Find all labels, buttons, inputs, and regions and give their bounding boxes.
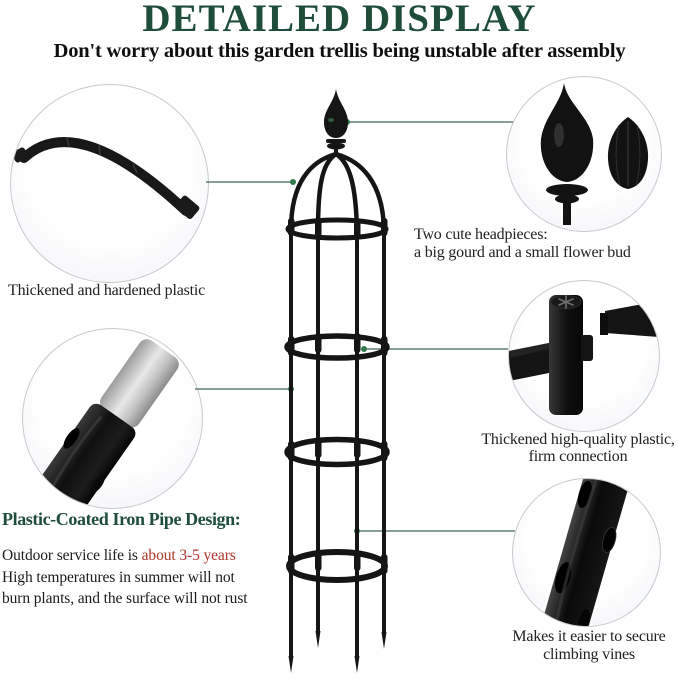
page-title: DETAILED DISPLAY [142, 0, 537, 40]
coated-pipe-photo [23, 329, 202, 508]
callout-lines [195, 122, 515, 531]
detail-bubble-curved-plastic [10, 84, 209, 283]
pipe-design-block [2, 509, 312, 610]
curved-plastic-bar-photo [11, 85, 208, 282]
pipe-design-sentence-prefix: Outdoor service life is [2, 547, 142, 564]
pipe-design-body [2, 545, 312, 610]
callout-dots [288, 119, 367, 534]
trellis-stake-tips [289, 631, 387, 673]
detail-bubble-vine-pipe [512, 478, 661, 627]
detail-bubble-connector [508, 280, 660, 432]
vine-grip-pipe-photo [513, 479, 660, 626]
finial-headpieces-photo [507, 77, 661, 231]
caption-headpieces [414, 226, 631, 261]
detail-bubble-coated-pipe [22, 328, 203, 509]
caption-connector [470, 431, 679, 465]
caption-vine-pipe-line1: Makes it easier to secure [512, 628, 666, 645]
caption-headpieces-line2: a big gourd and a small flower bud [414, 243, 631, 261]
page-subtitle: Don't worry about this garden trellis being unstable after assembly [53, 40, 626, 62]
trellis-dome [291, 154, 384, 231]
detail-bubble-headpieces [506, 76, 662, 232]
caption-curved-plastic [8, 282, 205, 300]
caption-vine-pipe-line2: climbing vines [543, 646, 635, 663]
caption-curved-plastic-text: Thickened and hardened plastic [8, 282, 206, 299]
pipe-design-line2: High temperatures in summer will not [2, 568, 235, 586]
connector-joint-photo [509, 281, 659, 431]
pipe-design-line3: burn plants, and the surface will not rust [2, 590, 248, 607]
pipe-design-sentence-highlight: about 3-5 years [141, 547, 236, 564]
trellis-finial [324, 89, 348, 156]
caption-connector-line1: Thickened high-quality plastic, [481, 431, 675, 448]
caption-connector-line2: firm connection [528, 448, 628, 465]
caption-headpieces-line1: Two cute headpieces: [414, 226, 548, 243]
pipe-design-heading: Plastic-Coated Iron Pipe Design: [2, 509, 241, 529]
caption-vine-pipe [500, 628, 678, 664]
